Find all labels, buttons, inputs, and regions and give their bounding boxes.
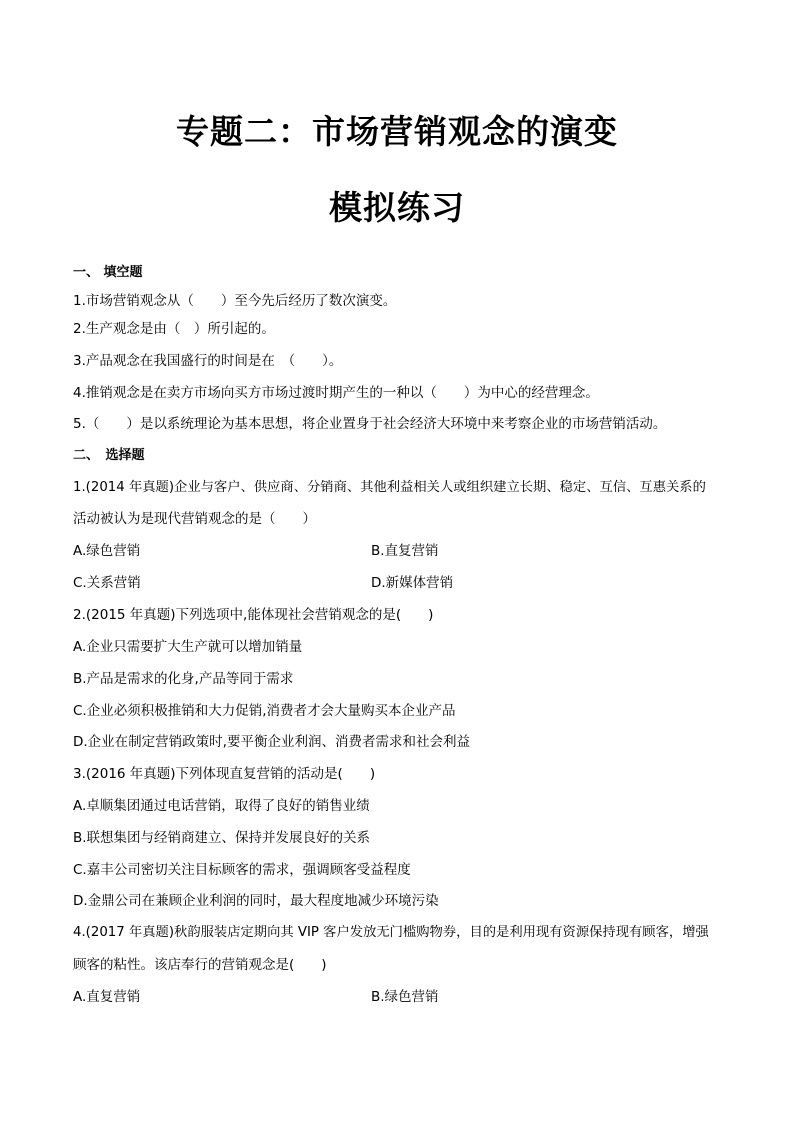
question-4-stem-line1: 4.(2017 年真题)秋韵服装店定期向其 VIP 客户发放无门槛购物券，目的是利用现有资源保持现有顾客，增强 — [73, 925, 709, 940]
fill-blank-question-3: 3.产品观念在我国盛行的时间是在 （ ）。 — [73, 353, 343, 369]
question-1-stem-line1: 1.(2014 年真题)企业与客户、供应商、分销商、其他利益相关人或组织建立长期、稳定、互信、互惠关系的 — [73, 480, 706, 495]
question-1-option-d: D.新媒体营销 — [371, 575, 454, 591]
fill-blank-question-5: 5.（ ）是以系统理论为基本思想，将企业置身于社会经济大环境中来考察企业的市场营销活动。 — [73, 416, 667, 432]
question-4-stem-line2: 顾客的粘性。该店奉行的营销观念是( ) — [73, 957, 327, 973]
question-4-option-a: A.直复营销 — [73, 989, 141, 1005]
section-heading-fill-blank: 一、 填空题 — [73, 265, 143, 280]
question-2-stem: 2.(2015 年真题)下列选项中,能体现社会营销观念的是( ) — [73, 607, 434, 623]
question-2-option-d: D.企业在制定营销政策时,要平衡企业利润、消费者需求和社会利益 — [73, 734, 470, 750]
page-subtitle: 模拟练习 — [329, 188, 465, 227]
question-4-option-b: B.绿色营销 — [371, 989, 439, 1005]
question-3-stem: 3.(2016 年真题)下列体现直复营销的活动是( ) — [73, 766, 376, 782]
question-3-option-d: D.金鼎公司在兼顾企业利润的同时，最大程度地减少环境污染 — [73, 893, 439, 909]
question-1-option-b: B.直复营销 — [371, 543, 439, 559]
question-1-option-a: A.绿色营销 — [73, 543, 141, 559]
question-2-option-a: A.企业只需要扩大生产就可以增加销量 — [73, 639, 303, 655]
question-3-option-c: C.嘉丰公司密切关注目标顾客的需求，强调顾客受益程度 — [73, 862, 411, 878]
question-2-option-c: C.企业必须积极推销和大力促销,消费者才会大量购买本企业产品 — [73, 703, 456, 719]
question-3-option-a: A.卓顺集团通过电话营销，取得了良好的销售业绩 — [73, 798, 370, 814]
question-1-stem-line2: 活动被认为是现代营销观念的是（ ） — [73, 511, 316, 527]
question-2-option-b: B.产品是需求的化身,产品等同于需求 — [73, 671, 294, 687]
question-3-option-b: B.联想集团与经销商建立、保持并发展良好的关系 — [73, 830, 371, 846]
question-1-option-c: C.关系营销 — [73, 575, 141, 591]
section-heading-multiple-choice: 二、 选择题 — [73, 448, 145, 463]
page-title: 专题二：市场营销观念的演变 — [176, 112, 618, 151]
fill-blank-question-2: 2.生产观念是由（ ）所引起的。 — [73, 321, 275, 337]
fill-blank-question-4: 4.推销观念是在卖方市场向买方市场过渡时期产生的一种以（ ）为中心的经营理念。 — [73, 385, 599, 401]
fill-blank-question-1: 1.市场营销观念从（ ）至今先后经历了数次演变。 — [73, 293, 397, 309]
